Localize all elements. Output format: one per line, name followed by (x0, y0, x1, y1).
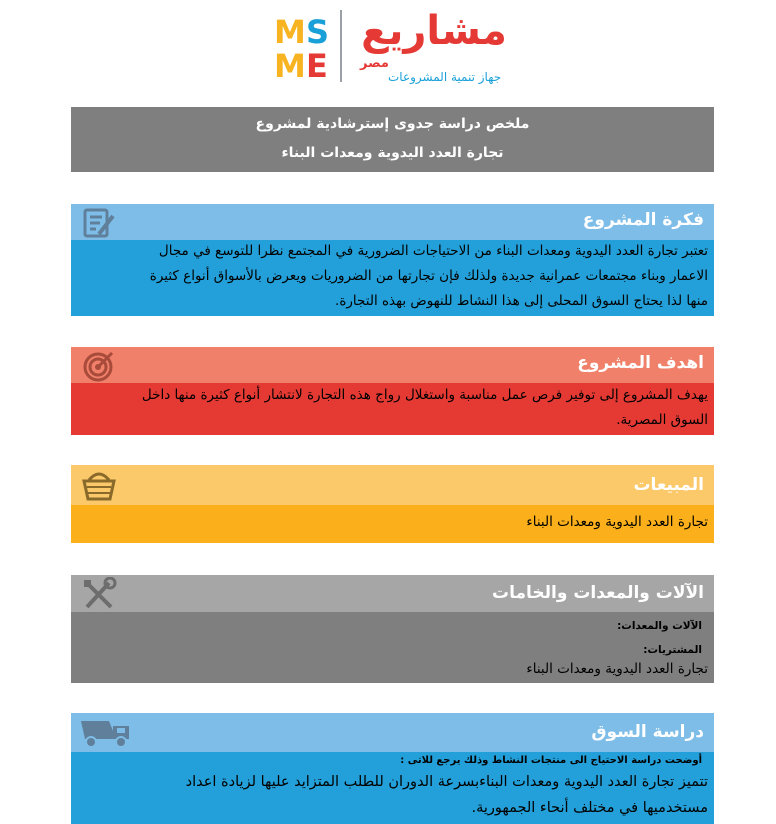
basket-icon (81, 468, 117, 502)
section-sales-header (71, 465, 714, 505)
summary-title: ملخص دراسة جدوى إسترشادية لمشروع (255, 116, 530, 132)
section-market-title: دراسة السوق (591, 722, 704, 742)
msme-letter-m2: M (274, 47, 306, 85)
section-market-header (71, 713, 714, 752)
section-idea-title: فكرة المشروع (582, 210, 704, 230)
idea-line-1: تعتبر تجارة العدد اليدوية ومعدات البناء من الاحتياجات الضرورية في المجتمع نظرا للتوسع في مجال (158, 243, 708, 259)
section-idea-header (71, 204, 714, 240)
summary-banner (71, 107, 714, 172)
section-sales-body (71, 505, 714, 543)
market-line-1: تتميز تجارة العدد اليدوية ومعدات البناءبسرعة الدوران للطلب المتزايد عليها لزيادة اعداد (185, 774, 708, 790)
section-goal-body (71, 383, 714, 435)
section-goal-title: اهدف المشروع (577, 353, 704, 373)
market-line-2: مستخدميها في مختلف أنحاء الجمهورية. (471, 800, 708, 816)
logo-agency-text: جهاز تنمية المشروعات (388, 70, 502, 84)
section-market-body (71, 752, 714, 824)
equipment-label: الآلات والمعدات: (617, 620, 702, 632)
msme-logo (270, 8, 520, 90)
equipment-line-1: تجارة العدد اليدوية ومعدات البناء (526, 661, 708, 677)
logo-country-text: مصر (360, 56, 389, 71)
market-note: أوضحت دراسة الاحتياج الى منتجات النشاط وذلك يرجع للاتى : (400, 755, 702, 766)
msme-letter-s: S (306, 13, 330, 51)
truck-icon (79, 715, 133, 749)
section-equipment-body (71, 612, 714, 683)
idea-line-3: منها لذا يحتاج السوق المحلى إلى هذا النشاط للنهوض بهذه التجارة. (335, 293, 708, 309)
section-equipment-title: الآلات والمعدات والخامات (492, 583, 704, 603)
logo-divider (340, 10, 342, 82)
section-sales-title: المبيعات (633, 475, 704, 495)
goal-line-1: يهدف المشروع إلى توفير فرص عمل مناسبة واستغلال رواج هذه التجارة لانتشار أنواع كثيرة منها داخل (141, 387, 708, 403)
goal-line-2: السوق المصرية. (616, 412, 708, 428)
section-idea-body (71, 240, 714, 316)
summary-project-name: تجارة العدد اليدوية ومعدات البناء (281, 145, 504, 161)
logo-brand-text: مشاريع (361, 8, 507, 54)
section-goal-header (71, 347, 714, 383)
msme-letter-m1: M (274, 13, 306, 51)
msme-letter-e: E (306, 47, 328, 85)
edit-document-icon (81, 206, 117, 240)
section-equipment-header (71, 575, 714, 612)
purchases-label: المشتريات: (643, 644, 702, 656)
idea-line-2: الاعمار وبناء مجتمعات عمرانية جديدة ولذلك فإن تجارتها من الضروريات ويعرض بالأسواق أنواع كثيرة (149, 268, 708, 284)
sales-line-1: تجارة العدد اليدوية ومعدات البناء (526, 514, 708, 530)
tools-icon (81, 577, 117, 611)
target-icon (81, 349, 117, 383)
